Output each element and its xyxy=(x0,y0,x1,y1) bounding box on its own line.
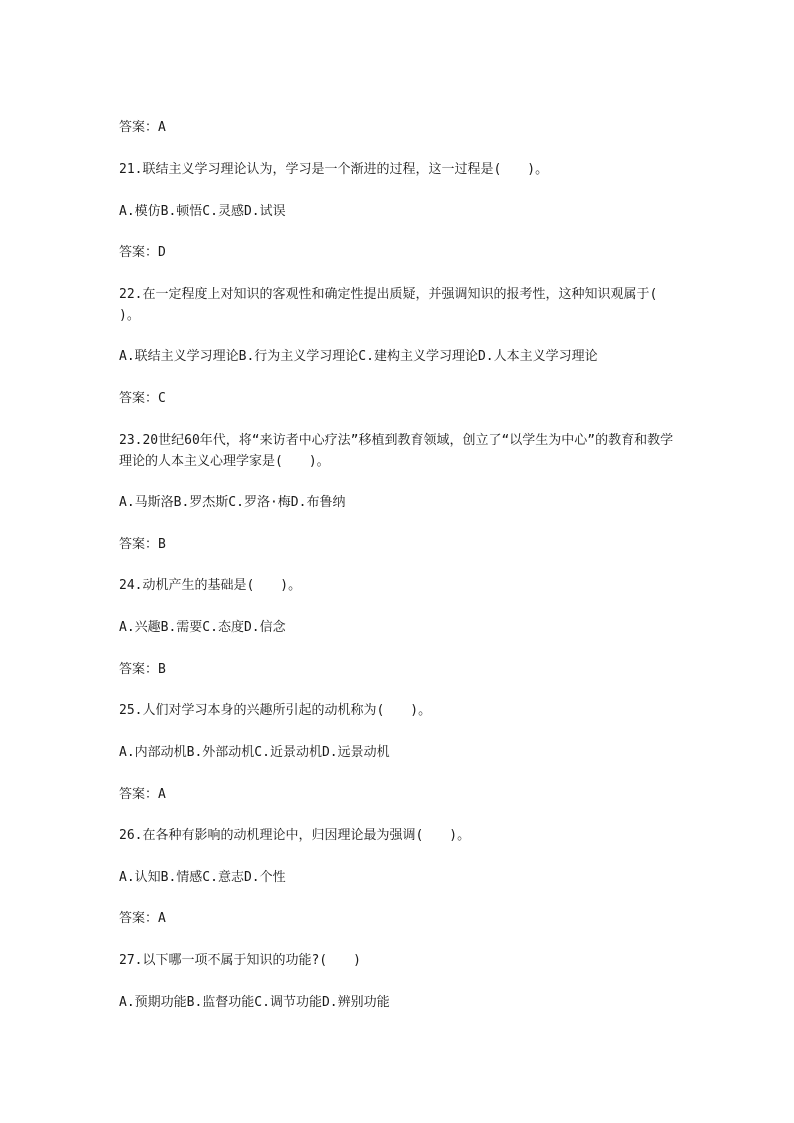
options-23: A.马斯洛B.罗杰斯C.罗洛·梅D.布鲁纳 xyxy=(119,495,346,510)
question-21: 21.联结主义学习理论认为，学习是一个渐进的过程，这一过程是( )。 xyxy=(119,162,549,177)
answer-23: 答案：B xyxy=(119,537,166,552)
options-22: A.联结主义学习理论B.行为主义学习理论C.建构主义学习理论D.人本主义学习理论 xyxy=(119,349,598,364)
options-26: A.认知B.情感C.意志D.个性 xyxy=(119,870,286,885)
options-24: A.兴趣B.需要C.态度D.信念 xyxy=(119,620,286,635)
answer-20: 答案：A xyxy=(119,120,166,135)
answer-26: 答案：A xyxy=(119,911,166,926)
question-24: 24.动机产生的基础是( )。 xyxy=(119,578,302,593)
options-25: A.内部动机B.外部动机C.近景动机D.远景动机 xyxy=(119,745,390,760)
question-25: 25.人们对学习本身的兴趣所引起的动机称为( )。 xyxy=(119,703,432,718)
question-23: 23.20世纪60年代，将“来访者中心疗法”移植到教育领域，创立了“以学生为中心”的教育和教学理论的人本主义心理学家是( )。 xyxy=(119,433,674,469)
options-27: A.预期功能B.监督功能C.调节功能D.辨别功能 xyxy=(119,995,390,1010)
answer-21: 答案：D xyxy=(119,245,166,260)
question-26: 26.在各种有影响的动机理论中，归因理论最为强调( )。 xyxy=(119,828,471,843)
answer-25: 答案：A xyxy=(119,787,166,802)
question-27: 27.以下哪一项不属于知识的功能?( ) xyxy=(119,953,361,968)
answer-22: 答案：C xyxy=(119,391,166,406)
options-21: A.模仿B.顿悟C.灵感D.试误 xyxy=(119,204,286,219)
question-22: 22.在一定程度上对知识的客观性和确定性提出质疑，并强调知识的报考性，这种知识观属于( )。 xyxy=(119,287,684,323)
answer-24: 答案：B xyxy=(119,662,166,677)
